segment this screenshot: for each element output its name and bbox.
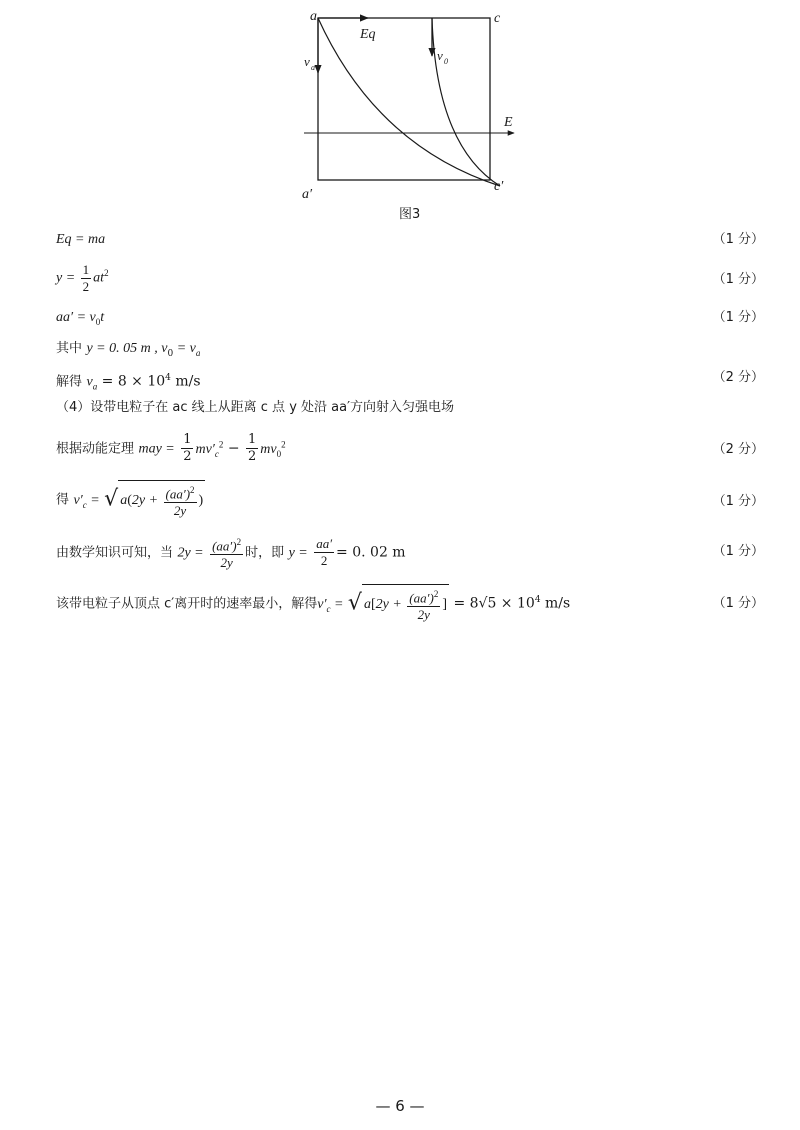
eq9-result: = 0. 02 m xyxy=(336,544,406,561)
eq1-text: Eq = ma xyxy=(56,232,106,247)
eq8-prefix: 得 xyxy=(56,492,70,508)
eq8-formula: 得 $v'_c$ = √ a(2y + $\frac{(aa')^2}{2y}$ ) xyxy=(56,480,205,519)
label-v0: v xyxy=(437,48,443,63)
page-number: — 6 — xyxy=(375,1097,425,1115)
eq2-sup: 2 xyxy=(104,268,109,279)
label-Eq: Eq xyxy=(360,27,376,42)
eq9-points: （1 分） xyxy=(712,544,764,559)
eq2-frac-den: 2 xyxy=(82,279,90,294)
eq8-frac: $\frac{(aa')^2}{2y}$ xyxy=(164,482,197,519)
eq2-formula xyxy=(56,262,109,295)
eq3-text: aa′ = v xyxy=(56,310,96,325)
eq4-text: y = 0. 05 m , v xyxy=(86,341,168,356)
eq9-frac1: $\frac{(aa')^2}{2y}$ xyxy=(210,534,243,571)
eq4-sub2: a xyxy=(195,347,201,358)
field-box xyxy=(318,18,490,180)
figure-caption: 图3 xyxy=(399,207,421,222)
eq2-fraction xyxy=(81,262,92,295)
label-c-prime: c′ xyxy=(494,179,504,194)
eq2-lhs: y = xyxy=(56,270,76,286)
eq7-frac2: $\frac{1}{2}$ xyxy=(248,432,257,464)
eq4-mid: = v xyxy=(173,341,196,356)
line-eq8 xyxy=(56,480,764,524)
label-v0-sub: 0 xyxy=(444,57,448,66)
eq8-sqrt: √ a(2y + $\frac{(aa')^2}{2y}$ ) xyxy=(104,480,205,519)
eq1-points: （1 分） xyxy=(712,232,764,247)
eq10-unit: m/s xyxy=(540,595,571,612)
eq9-formula: 由数学知识可知，当 2y = $\frac{(aa')^2}{2y}$ 时，即 y = $\frac{aa'}{2}$ = 0. 02 m xyxy=(56,534,406,571)
eq7-prefix: 根据动能定理 xyxy=(56,441,135,457)
eq6-text: （4）设带电粒子在 ac 线上从距离 c 点 y 处沿 aa′方向射入匀强电场 xyxy=(56,400,455,415)
line-eq9 xyxy=(56,534,764,574)
eq5-formula xyxy=(56,368,201,396)
eq5-points: （2 分） xyxy=(712,370,764,385)
eq9-prefix: 由数学知识可知，当 xyxy=(56,545,174,561)
eq5-sup: 4 xyxy=(165,373,171,383)
figure-3 xyxy=(296,8,526,224)
eq10-prefix: 该带电粒子从顶点 c′离开时的速率最小，解得 xyxy=(56,596,318,612)
eq7-formula: 根据动能定理 may = $\frac{1}{2}$ $mv'_c^2$ − $\frac{1}{2}$ $mv_0^2$ xyxy=(56,432,286,464)
eq2-rhs: at xyxy=(93,270,105,286)
eq10-result: = 8√5 × 10 xyxy=(453,595,535,612)
eq5-prefix: 解得 xyxy=(56,374,83,390)
label-va: v xyxy=(304,54,310,69)
eq10-formula: 该带电粒子从顶点 c′离开时的速率最小，解得$v'_c$ = √ a[2y + $\frac{(aa')^2}{2y}$ ] = $8√5 \times 10^4$ m/s xyxy=(56,584,570,623)
eq10-frac: $\frac{(aa')^2}{2y}$ xyxy=(407,586,440,623)
eq3-formula xyxy=(56,308,104,332)
label-a-prime: a′ xyxy=(302,187,313,202)
label-a: a xyxy=(310,9,317,24)
eq2-frac-num: 1 xyxy=(82,262,90,277)
eq7-points: （2 分） xyxy=(712,442,764,457)
eq5-rest: = 8 × 10 xyxy=(97,373,166,390)
eq3-tail: t xyxy=(100,310,105,325)
eq5-unit: m/s xyxy=(170,373,201,390)
eq2-points: （1 分） xyxy=(712,272,764,287)
eq8-points: （1 分） xyxy=(712,494,764,509)
eq4-formula xyxy=(56,338,200,364)
eq10-sqrt: √ a[2y + $\frac{(aa')^2}{2y}$ ] xyxy=(348,584,449,623)
eq5-text: v xyxy=(86,374,93,390)
eq3-points: （1 分） xyxy=(712,310,764,325)
line-eq10 xyxy=(56,584,764,628)
eq3-sub: 0 xyxy=(95,316,101,327)
line-eq7 xyxy=(56,432,764,468)
eq4-sub1: 0 xyxy=(167,348,174,359)
line-eq2 xyxy=(56,262,764,298)
figure-3-diagram xyxy=(296,8,526,224)
eq9-mid: 时，即 xyxy=(245,545,285,561)
label-c: c xyxy=(494,11,501,26)
eq4-prefix: 其中 xyxy=(56,341,83,356)
label-E: E xyxy=(504,115,513,130)
eq7-text: may = xyxy=(138,441,175,457)
label-va-sub: a xyxy=(311,63,315,72)
eq10-points: （1 分） xyxy=(712,596,764,611)
eq9-frac2: $\frac{aa'}{2}$ xyxy=(316,536,333,569)
eq10-sup: 4 xyxy=(534,595,541,606)
eq5-sub: a xyxy=(92,381,98,392)
eq7-frac1: $\frac{1}{2}$ xyxy=(183,432,192,464)
